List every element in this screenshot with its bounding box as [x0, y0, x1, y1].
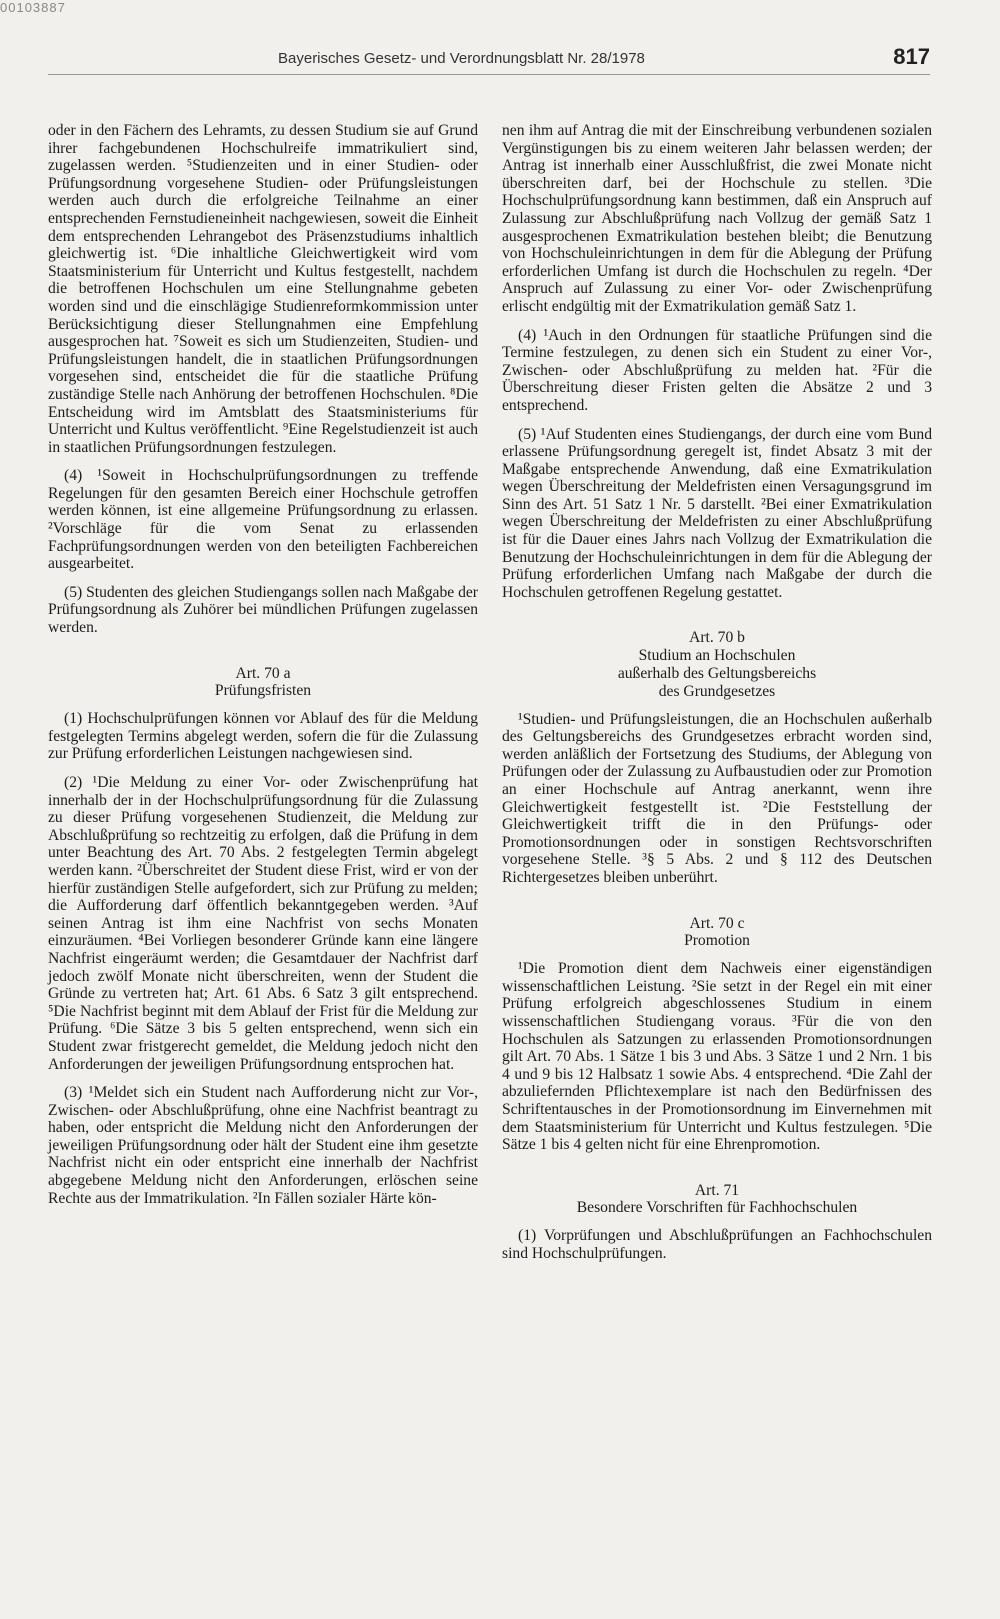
- article-number: Art. 70 a: [235, 664, 291, 682]
- paragraph: (1) Vorprüfungen und Abschlußprüfungen an Fachhochschulen sind Hochschulprüfungen.: [502, 1227, 932, 1262]
- article-number: Art. 71: [694, 1181, 740, 1199]
- paragraph: (1) Hochschulprüfungen können vor Ablauf des für die Meldung festgelegten Termins abgelegt werden, sofern die für die Zulassung zur Prüfung erforderlichen Leistungen nachgewiesen sind.: [48, 710, 478, 763]
- paragraph: (2) ¹Die Meldung zu einer Vor- oder Zwischenprüfung hat innerhalb der in der Hochschulprüfungsordnung für die Zulassung zu dieser Prüfung vorgesehenen Studienzeit, die Meldung zur Abschlußprüfung so rechtzeitig zu erfolgen, daß die Prüfung in dem unter Beachtung des Art. 70 Abs. 2 festgelegten Termin abgelegt werden kann. ²Überschreitet der Student diese Frist, wird er von der hierfür zuständigen Stelle aufgefordert, sich zur Prüfung zu melden; die Aufforderung darf öffentlich bekanntgegeben werden. ³Auf seinen Antrag ist ihm eine Nachfrist von sechs Monaten einzuräumen. ⁴Bei Vorliegen besonderer Gründe kann eine längere Nachfrist eingeräumt werden; die Gesamtdauer der Nachfrist darf jedoch zwölf Monate nicht überschreiten, wenn der Student die Gründe zu vertreten hat; Art. 61 Abs. 6 Satz 3 gilt entsprechend. ⁵Die Nachfrist beginnt mit dem Ablauf der Frist für die Meldung zur Prüfung. ⁶Die Sätze 3 bis 5 gelten entsprechend, wenn sich ein Student zwar fristgerecht gemeldet, die Meldung jedoch nicht den Anforderungen der jeweiligen Prüfungsordnung entsprochen hat.: [48, 774, 478, 1073]
- paragraph: (5) Studenten des gleichen Studiengangs sollen nach Maßgabe der Prüfungsordnung als Zuhörer bei mündlichen Prüfungen zugelassen werden.: [48, 583, 478, 637]
- article-title: außerhalb des Geltungsbereichs: [617, 665, 817, 683]
- paragraph: nen ihm auf Antrag die mit der Einschreibung verbundenen sozialen Vergünstigungen bis zu einem weiteren Jahr belassen werden; der Antrag ist innerhalb einer Ausschlußfrist, die zwei Monate nicht überschreiten darf, bei der Hochschule zu stellen. ³Die Hochschulprüfungsordnung kann bestimmen, daß ein Anspruch auf Zulassung zur Abschlußprüfung nach Vollzug der gemäß Satz 1 ausgesprochenen Exmatrikulation bestehen bleibt; die Benutzung von Hochschuleinrichtungen in dem für die Ablegung der Prüfung erforderlichen Umfang ist durch die Hochschulen zu regeln. ⁴Der Anspruch auf Zulassung zu einer Vor- oder Zwischenprüfung erlischt endgültig mit der Exmatrikulation gemäß Satz 1.: [502, 122, 932, 315]
- paragraph: ¹Die Promotion dient dem Nachweis einer eigenständigen wissenschaftlichen Leistung. ²Sie setzt in der Regel ein mit einer Prüfung erfolgreich abgeschlossenes Studium in einem wissenschaftlichen Studiengang voraus. ³Für die von den Hochschulen als Satzungen zu erlassenden Promotionsordnungen gilt Art. 70 Abs. 1 Sätze 1 bis 3 und Abs. 3 Sätze 1 und 2 Nrn. 1 bis 4 und 9 bis 12 Halbsatz 1 sowie Abs. 4 entsprechend. ⁴Die Zahl der abzuliefernden Pflichtexemplare ist nach den Bedürfnissen des Schriftentausches in der Promotionsordnung im Einvernehmen mit dem Staatsministerium für Unterricht und Kultus festzulegen. ⁵Die Sätze 1 bis 4 gelten nicht für eine Ehrenpromotion.: [502, 960, 932, 1154]
- paragraph: ¹Studien- und Prüfungsleistungen, die an Hochschulen außerhalb des Geltungsbereichs des Grundgesetzes erbracht worden sind, werden anläßlich der Fortsetzung des Studiums, der Ablegung von Prüfungen oder der Zulassung zu Aufbaustudien oder zur Promotion an einer Hochschule auf Antrag anerkannt, wenn ihre Gleichwertigkeit festgestellt ist. ²Die Feststellung der Gleichwertigkeit trifft die in den Prüfungs- oder Promotionsordnungen oder in sonstigen Rechtsvorschriften vorgesehene Stelle. ³§ 5 Abs. 2 und § 112 des Deutschen Richtergesetzes bleiben unberührt.: [502, 710, 932, 886]
- left-column: [48, 122, 478, 1218]
- article-number: Art. 70 b: [689, 629, 745, 647]
- article-title: Promotion: [684, 932, 750, 950]
- paragraph: (4) ¹Auch in den Ordnungen für staatliche Prüfungen sind die Termine festzulegen, zu denen sich ein Student zu einer Vor-, Zwischen- oder Abschlußprüfung zu melden hat. ²Für die Überschreitung dieser Fristen gelten die Absätze 2 und 3 entsprechend.: [502, 326, 932, 414]
- paragraph: (4) ¹Soweit in Hochschulprüfungsordnungen zu treffende Regelungen für den gesamten Bereich einer Hochschule getroffen werden können, ist eine allgemeine Prüfungsordnung zu erlassen. ²Vorschläge für die vom Senat zu erlassenden Fachprüfungsordnungen werden von den beteiligten Fachbereichen ausgearbeitet.: [48, 467, 478, 573]
- right-column: [502, 122, 932, 1273]
- paragraph: (3) ¹Meldet sich ein Student nach Aufforderung nicht zur Vor-, Zwischen- oder Abschlußprüfung, ohne eine Nachfrist beantragt zu haben, oder entspricht die Meldung nicht den Anforderungen der jeweiligen Prüfungsordnung oder hält der Student eine ihm gesetzte Nachfrist nicht ein oder entspricht eine innerhalb der Nachfrist abgegebene Meldung nicht den Anforderungen, erlöschen seine Rechte aus der Immatrikulation. ²In Fällen sozialer Härte kön-: [48, 1084, 478, 1207]
- article-title: Besondere Vorschriften für Fachhochschulen: [576, 1199, 858, 1217]
- paragraph: (5) ¹Auf Studenten eines Studiengangs, der durch eine vom Bund erlassene Prüfungsordnung geregelt ist, findet Absatz 3 mit der Maßgabe entsprechende Anwendung, daß eine Exmatrikulation wegen Überschreitung der Meldefristen einen Versagungsgrund im Sinn des Art. 51 Satz 1 Nr. 5 darstellt. ²Bei einer Exmatrikulation wegen Überschreitung der Meldefristen zu einer Abschlußprüfung ist für die Dauer eines Jahrs nach Vollzug der Exmatrikulation die Benutzung der Hochschuleinrichtungen in dem für die Ablegung der Prüfung erforderlichen Umfang nach Maßgabe der durch die Hochschulen getroffenen Regelung gestattet.: [502, 425, 932, 601]
- paragraph: oder in den Fächern des Lehramts, zu dessen Studium sie auf Grund ihrer fachgebundenen Hochschulreife immatrikuliert sind, zugelassen werden. ⁵Studienzeiten und in einer Studien- oder Prüfungsordnung vorgesehene Studien- oder Prüfungsleistungen werden auch durch die erfolgreiche Teilnahme an einer entsprechenden Fernstudieneinheit nachgewiesen, soweit die Einheit dem entsprechenden Lehrangebot des Präsenzstudiums inhaltlich gleichwertig ist. ⁶Die inhaltliche Gleichwertigkeit wird vom Staatsministerium für Unterricht und Kultus festgestellt, nachdem die betroffenen Hochschulen um eine Stellungnahme gebeten worden sind und die einschlägige Studienreformkommission unter Berücksichtigung dieser Stellungnahmen eine Empfehlung ausgesprochen hat. ⁷Soweit es sich um Studienzeiten, Studien- und Prüfungsleistungen handelt, die in staatlichen Prüfungsordnungen vorgesehen sind, entscheidet die für die staatliche Prüfung zuständige Stelle nach Anhörung der betroffenen Hochschulen. ⁸Die Entscheidung wird im Amtsblatt des Staatsministeriums für Unterricht und Kultus veröffentlicht. ⁹Eine Regelstudienzeit ist auch in staatlichen Prüfungsordnungen festzulegen.: [48, 122, 478, 456]
- gazette-title: Bayerisches Gesetz- und Verordnungsblatt Nr. 28/1978: [278, 50, 645, 67]
- article-title: Studium an Hochschulen: [638, 647, 796, 665]
- page-number: 817: [893, 44, 930, 69]
- scan-id: 00103887: [0, 0, 66, 15]
- page-header: [48, 44, 930, 75]
- article-title: Prüfungsfristen: [214, 682, 312, 700]
- article-title: des Grundgesetzes: [658, 682, 776, 700]
- article-number: Art. 70 c: [689, 914, 745, 932]
